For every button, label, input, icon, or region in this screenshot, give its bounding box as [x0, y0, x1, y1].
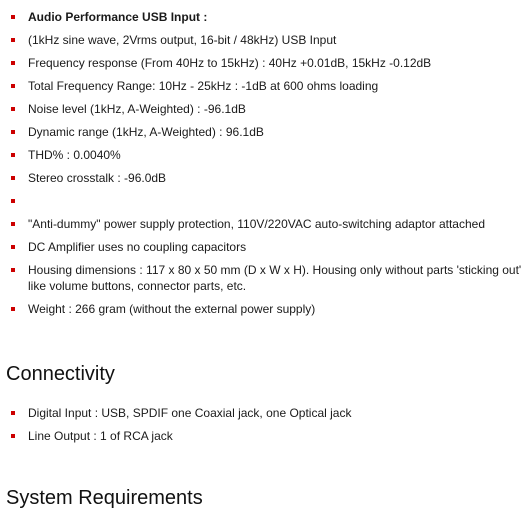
- bullet-icon: [11, 15, 15, 19]
- spec-text: Housing dimensions : 117 x 80 x 50 mm (D x W x H). Housing only without parts 'sticking out' like volume buttons, connector parts, etc.: [28, 263, 522, 293]
- list-item: [0, 78, 531, 94]
- list-item: [0, 147, 531, 163]
- bullet-icon: [11, 84, 15, 88]
- bullet-icon: [11, 307, 15, 311]
- bullet-icon: [11, 130, 15, 134]
- spec-text: Weight : 266 gram (without the external power supply): [28, 302, 316, 316]
- list-item: [0, 262, 531, 294]
- bullet-icon: [11, 268, 15, 272]
- connectivity-text: Line Output : 1 of RCA jack: [28, 429, 173, 443]
- list-item: [0, 55, 531, 71]
- spec-text: Noise level (1kHz, A-Weighted) : -96.1dB: [28, 102, 246, 116]
- list-item-empty: [0, 193, 531, 209]
- connectivity-text: Digital Input : USB, SPDIF one Coaxial jack, one Optical jack: [28, 406, 352, 420]
- list-item: [0, 216, 531, 232]
- bullet-icon: [11, 107, 15, 111]
- spec-text: Frequency response (From 40Hz to 15kHz) : 40Hz +0.01dB, 15kHz -0.12dB: [28, 56, 432, 70]
- spec-text: "Anti-dummy" power supply protection, 110V/220VAC auto-switching adaptor attached: [28, 217, 485, 231]
- system-requirements-heading: System Requirements: [6, 487, 203, 509]
- connectivity-heading: Connectivity: [6, 363, 115, 385]
- spec-text: Total Frequency Range: 10Hz - 25kHz : -1dB at 600 ohms loading: [28, 79, 379, 93]
- bullet-icon: [11, 153, 15, 157]
- list-item: [0, 170, 531, 186]
- spec-heading-text: Audio Performance USB Input :: [28, 10, 208, 24]
- list-item: [0, 301, 531, 317]
- list-item: [0, 428, 531, 444]
- list-item: [0, 405, 531, 421]
- spec-text: Stereo crosstalk : -96.0dB: [28, 171, 167, 185]
- bullet-icon: [11, 434, 15, 438]
- list-item: [0, 239, 531, 255]
- bullet-icon: [11, 411, 15, 415]
- bullet-icon: [11, 199, 15, 203]
- spec-text: (1kHz sine wave, 2Vrms output, 16-bit / 48kHz) USB Input: [28, 33, 337, 47]
- list-item: [0, 9, 531, 25]
- bullet-icon: [11, 222, 15, 226]
- bullet-icon: [11, 38, 15, 42]
- list-item: [0, 124, 531, 140]
- spec-text: THD% : 0.0040%: [28, 148, 121, 162]
- spec-text: DC Amplifier uses no coupling capacitors: [28, 240, 247, 254]
- bullet-icon: [11, 245, 15, 249]
- spec-text: Dynamic range (1kHz, A-Weighted) : 96.1dB: [28, 125, 264, 139]
- connectivity-list: [0, 405, 531, 451]
- list-item: [0, 101, 531, 117]
- list-item: [0, 32, 531, 48]
- bullet-icon: [11, 61, 15, 65]
- spec-list: [0, 9, 531, 324]
- bullet-icon: [11, 176, 15, 180]
